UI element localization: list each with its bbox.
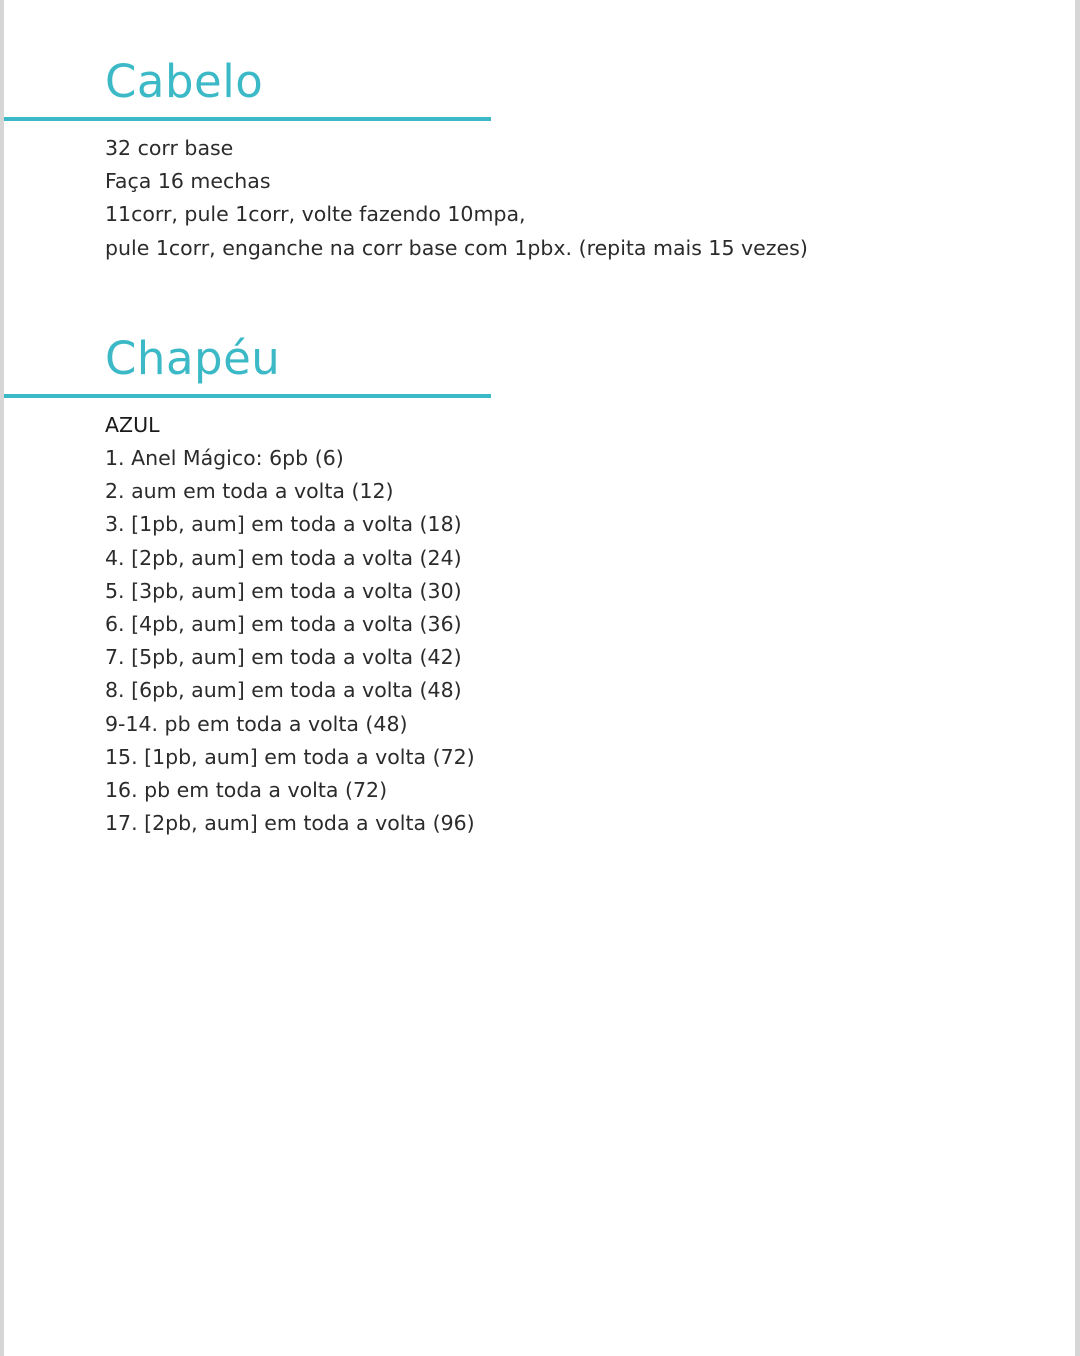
round-line: 1. Anel Mágico: 6pb (6) xyxy=(105,446,344,470)
instructions-cabelo xyxy=(105,132,808,265)
section-title-cabelo: Cabelo xyxy=(105,55,264,108)
round-line: 7. [5pb, aum] em toda a volta (42) xyxy=(105,645,462,670)
instruction-line: 11corr, pule 1corr, volte fazendo 10mpa, xyxy=(105,202,526,227)
round-line: 15. [1pb, aum] em toda a volta (72) xyxy=(105,744,475,769)
section-rule-chapeu xyxy=(4,394,491,398)
instruction-line: pule 1corr, enganche na corr base com 1pbx. (repita mais 15 vezes) xyxy=(105,235,808,260)
round-line: 3. [1pb, aum] em toda a volta (18) xyxy=(105,512,462,537)
instruction-line: 32 corr base xyxy=(105,136,234,160)
document-page xyxy=(4,0,1075,1356)
round-line: 4. [2pb, aum] em toda a volta (24) xyxy=(105,545,462,570)
color-label: AZUL xyxy=(105,413,160,437)
round-line: 5. [3pb, aum] em toda a volta (30) xyxy=(105,578,462,603)
section-title-chapeu: Chapéu xyxy=(105,332,281,385)
instruction-line: Faça 16 mechas xyxy=(105,169,271,194)
instructions-chapeu xyxy=(105,442,475,840)
round-line: 8. [6pb, aum] em toda a volta (48) xyxy=(105,678,462,703)
round-line: 6. [4pb, aum] em toda a volta (36) xyxy=(105,612,462,637)
round-line: 9-14. pb em toda a volta (48) xyxy=(105,711,408,736)
round-line: 2. aum em toda a volta (12) xyxy=(105,479,394,504)
section-rule-cabelo xyxy=(4,117,491,121)
round-line: 16. pb em toda a volta (72) xyxy=(105,778,388,803)
round-line: 17. [2pb, aum] em toda a volta (96) xyxy=(105,811,475,836)
